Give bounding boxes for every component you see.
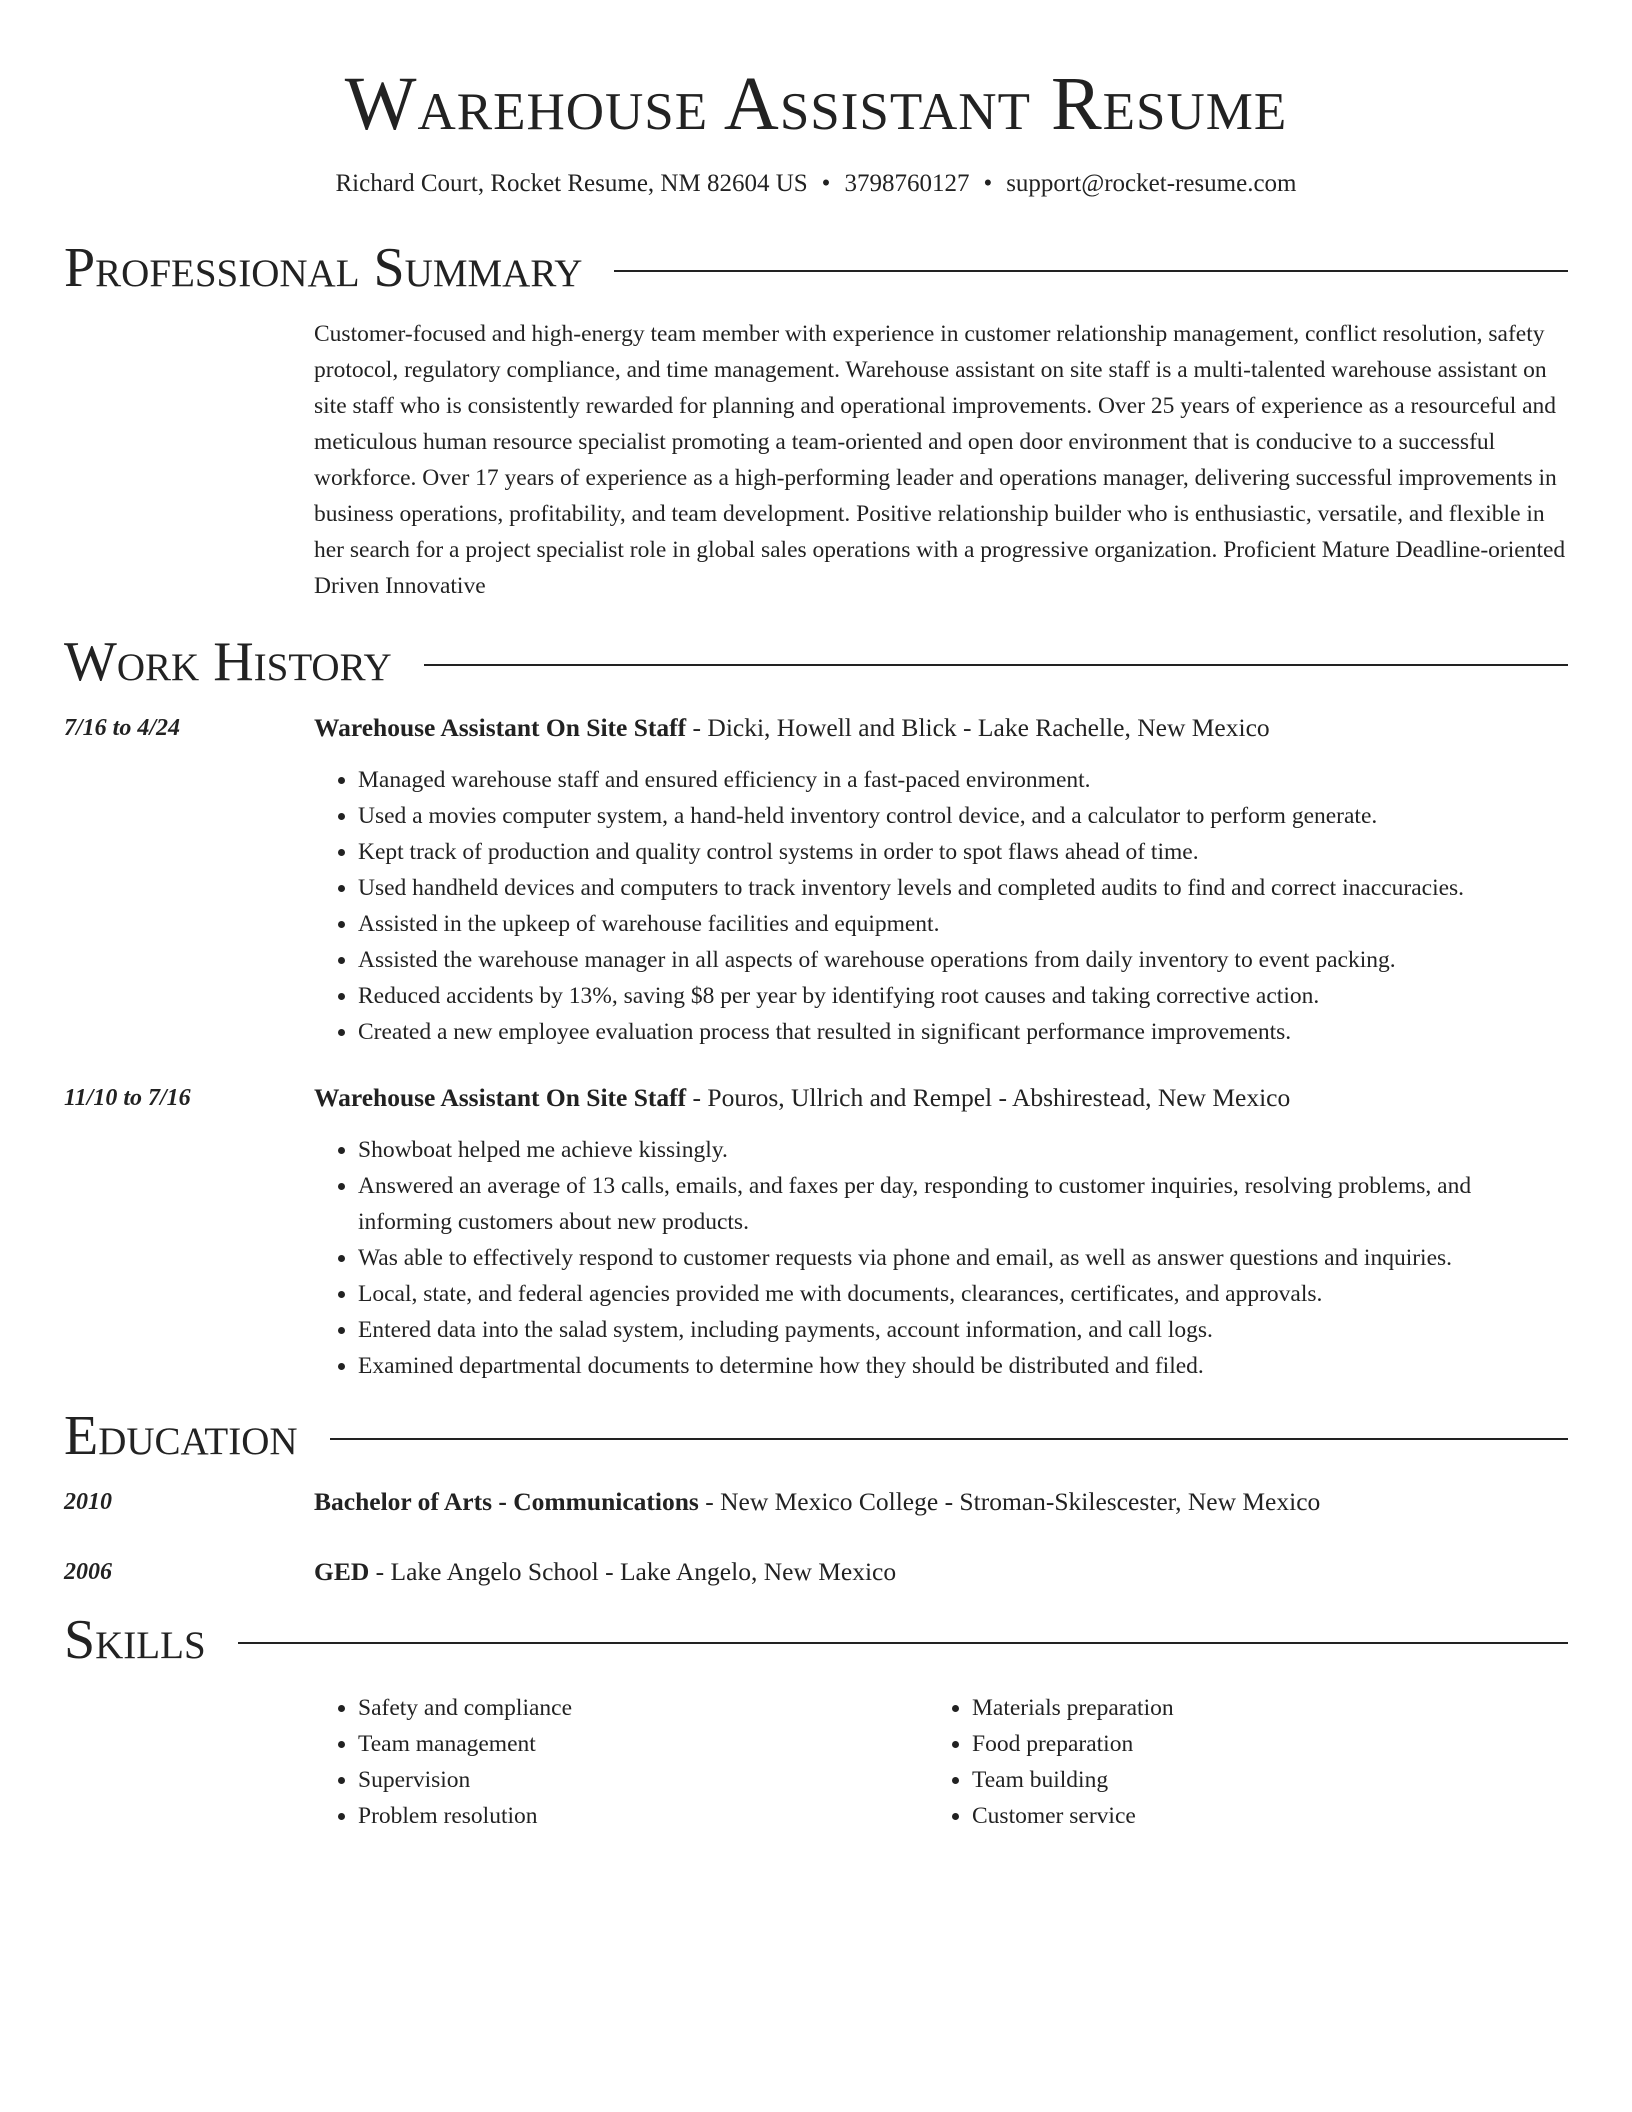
education-details: - New Mexico College - Stroman-Skilescester, New Mexico — [698, 1487, 1321, 1516]
section-heading: Education — [64, 1405, 298, 1467]
skills-column-right — [928, 1690, 1542, 1834]
list-item: • Answered an average of 13 calls, emails, and faxes per day, responding to customer inquiries, resolving problems, and informing customers about new products. — [358, 1168, 1568, 1240]
list-item: • Managed warehouse staff and ensured efficiency in a fast-paced environment. — [358, 762, 1568, 798]
contact-line — [64, 168, 1568, 200]
section-heading: Skills — [64, 1609, 206, 1671]
summary-section-header — [64, 236, 1568, 300]
job-body — [314, 1080, 1568, 1384]
skills-section-header — [64, 1608, 1568, 1672]
education-year: 2010 — [64, 1489, 112, 1515]
summary-text: Customer-focused and high-energy team member with experience in customer relationship management, conflict resolution, safety protocol, regulatory compliance, and time management. Warehouse assistant on site staff is a multi-talented warehouse assistant on site staff who is consistently rewarded for planning and operational improvements. Over 25 years of experience as a resourceful and meticulous human resource specialist promoting a team-oriented and open door environment that is conducive to a successful workforce. Over 17 years of experience as a high-performing leader and operations manager, delivering successful improvements in business operations, profitability, and team development. Positive relationship builder who is enthusiastic, versatile, and flexible in her search for a project specialist role in global sales operations with a progressive organization. Proficient Mature Deadline-oriented Driven Innovative — [314, 321, 1566, 599]
list-item: • Assisted in the upkeep of warehouse facilities and equipment. — [358, 906, 1568, 942]
education-line — [314, 1554, 1568, 1590]
job-title-line — [314, 1080, 1568, 1116]
separator-dot: • — [983, 170, 993, 197]
skills-column-left — [314, 1690, 928, 1834]
list-item: • Assisted the warehouse manager in all aspects of warehouse operations from daily inventory to event packing. — [358, 942, 1568, 978]
job-dates: 7/16 to 4/24 — [64, 715, 181, 741]
section-heading: Work History — [64, 631, 392, 693]
job-body — [314, 710, 1568, 1050]
section-rule — [238, 1642, 1568, 1644]
list-item: • Showboat helped me achieve kissingly. — [358, 1132, 1568, 1168]
job-entry — [64, 1080, 1568, 1384]
skill-item: • Safety and compliance — [358, 1690, 928, 1726]
job-title-line — [314, 710, 1568, 746]
education-body — [314, 1484, 1568, 1520]
list-item: • Was able to effectively respond to customer requests via phone and email, as well as answer questions and inquiries. — [358, 1240, 1568, 1276]
list-item: • Created a new employee evaluation process that resulted in significant performance improvements. — [358, 1014, 1568, 1050]
address: Richard Court, Rocket Resume, NM 82604 US — [335, 170, 808, 197]
job-bullets — [314, 1132, 1568, 1384]
education-body — [314, 1554, 1568, 1590]
job-role: Warehouse Assistant On Site Staff — [314, 713, 687, 742]
skill-item: • Team management — [358, 1726, 928, 1762]
section-rule — [330, 1438, 1568, 1440]
section-heading: Professional Summary — [64, 237, 583, 299]
job-entry — [64, 710, 1568, 1050]
list-item: • Reduced accidents by 13%, saving $8 per year by identifying root causes and taking corrective action. — [358, 978, 1568, 1014]
separator-dot: • — [821, 170, 831, 197]
skills-list — [314, 1690, 1568, 1834]
job-bullets — [314, 762, 1568, 1050]
work-section-header — [64, 630, 1568, 694]
skill-item: • Customer service — [972, 1798, 1542, 1834]
list-item: • Used a movies computer system, a hand-held inventory control device, and a calculator to perform generate. — [358, 798, 1568, 834]
resume-title: Warehouse Assistant Resume — [344, 62, 1288, 146]
job-details: - Pouros, Ullrich and Rempel - Abshirestead, New Mexico — [686, 1083, 1291, 1112]
list-item: • Examined departmental documents to determine how they should be distributed and filed. — [358, 1348, 1568, 1384]
skill-item: • Team building — [972, 1762, 1542, 1798]
education-degree: GED — [314, 1557, 370, 1586]
skill-item: • Supervision — [358, 1762, 928, 1798]
education-degree: Bachelor of Arts - Communications — [314, 1487, 699, 1516]
job-details: - Dicki, Howell and Blick - Lake Rachelle, New Mexico — [686, 713, 1270, 742]
skill-item: • Materials preparation — [972, 1690, 1542, 1726]
section-rule — [424, 664, 1568, 666]
education-line — [314, 1484, 1568, 1520]
education-year: 2006 — [64, 1559, 112, 1585]
email: support@rocket-resume.com — [1006, 170, 1297, 197]
skill-item: • Food preparation — [972, 1726, 1542, 1762]
list-item: • Kept track of production and quality control systems in order to spot flaws ahead of time. — [358, 834, 1568, 870]
job-role: Warehouse Assistant On Site Staff — [314, 1083, 687, 1112]
education-details: - Lake Angelo School - Lake Angelo, New Mexico — [369, 1557, 897, 1586]
education-section-header — [64, 1404, 1568, 1468]
phone: 3798760127 — [844, 170, 970, 197]
list-item: • Used handheld devices and computers to track inventory levels and completed audits to find and correct inaccuracies. — [358, 870, 1568, 906]
education-entry — [64, 1484, 1568, 1520]
list-item: • Entered data into the salad system, including payments, account information, and call logs. — [358, 1312, 1568, 1348]
skill-item: • Problem resolution — [358, 1798, 928, 1834]
job-dates: 11/10 to 7/16 — [64, 1085, 191, 1111]
list-item: • Local, state, and federal agencies provided me with documents, clearances, certificates, and approvals. — [358, 1276, 1568, 1312]
education-entry — [64, 1554, 1568, 1590]
section-rule — [614, 270, 1568, 272]
